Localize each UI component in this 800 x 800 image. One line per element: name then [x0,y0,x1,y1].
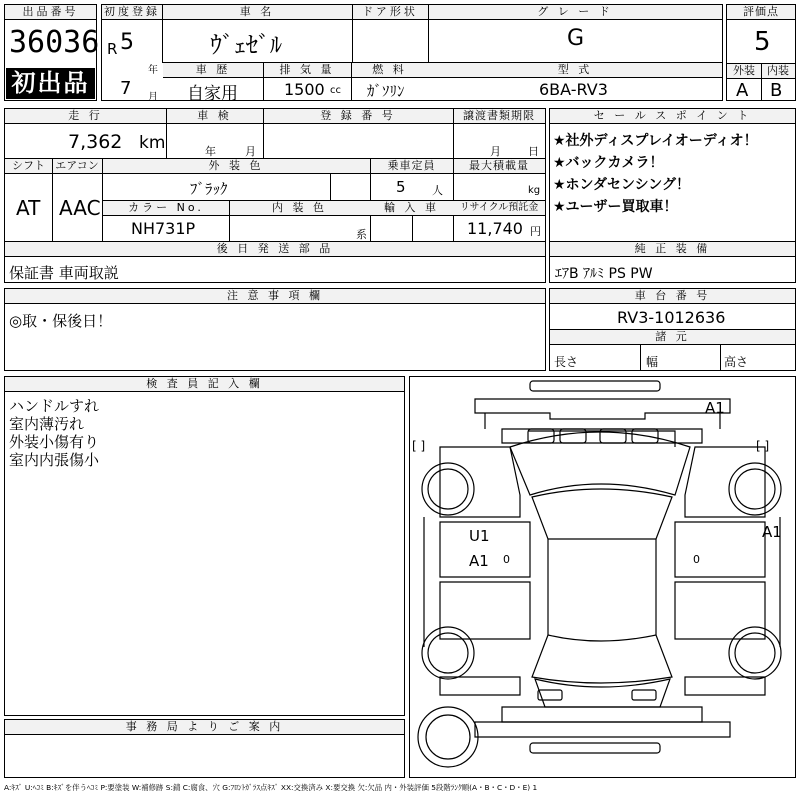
office-label: 事 務 局 よ り ご 案 内 [5,720,404,735]
score-label: 評価点 [727,5,795,20]
reg-month-unit: 月 [148,92,158,103]
reg-year-unit: 年 [148,65,158,76]
recycle-unit: 円 [530,225,541,238]
sales-point-1: ★社外ディスプレイオーディオ！ [553,133,758,149]
equipment: ｴｱB ｱﾙﾐ PS PW [555,266,653,282]
displacement-label: 排 気 量 [263,63,351,78]
lot-number-box [4,4,100,101]
bracket-right: [ ] [756,439,770,453]
dims-label: 諸 元 [550,330,795,345]
chassis-no: RV3-1012636 [617,308,726,327]
grade-label: グ レ ー ド [428,5,722,20]
sales-point-2: ★バックカメラ！ [553,155,664,171]
recycle-label: リサイクル預託金 [453,201,545,216]
lot-number-label: 出品番号 [5,5,96,20]
height-label: 高さ [724,355,749,369]
displacement-unit: cc [330,85,341,96]
notes-box [4,288,546,371]
era: R [107,40,118,58]
details-box [4,108,546,242]
load-label: 最大積載量 [453,159,545,174]
interior-label: 内装 [761,64,795,79]
mileage-label: 走 行 [5,109,166,124]
first-reg-label: 初度登録 [104,5,160,18]
ac-label: エアコン [52,159,102,174]
load-unit: kg [528,185,541,196]
recycle: 11,740 [467,219,523,238]
door-label: ドア形状 [352,5,428,20]
inspection-month-unit: 月 [245,145,256,158]
score-box [726,4,796,101]
int-color-unit: 系 [356,228,367,241]
inspection-year-unit: 年 [205,145,216,158]
transfer-label: 譲渡書類期限 [453,109,545,124]
sales-point-4: ★ユーザー買取車！ [553,199,678,215]
car-outline-svg [410,377,795,777]
inspector-note-4: 室内内張傷小 [9,451,100,469]
import-label: 輸 入 車 [370,201,453,216]
ext-color: ﾌﾞﾗｯｸ [190,180,228,198]
car-name-label: 車 名 [162,5,352,20]
inspector-note-2: 室内薄汚れ [9,415,85,433]
history-label: 車 歴 [163,63,263,78]
ext-color-label: 外 装 色 [102,159,370,174]
mileage: 7,362 [68,131,123,153]
zero-mark-right: 0 [693,553,700,566]
inspector-note-1: ハンドルすれ [9,397,100,415]
equipment-box [549,241,796,283]
reg-no-label: 登 録 番 号 [263,109,453,124]
seats-label: 乗車定員 [370,159,453,174]
chassis-box [549,288,796,371]
history: 自家用 [187,84,238,104]
sales-points-box [549,108,796,242]
seats-unit: 人 [432,184,443,197]
displacement: 1500 [284,80,325,99]
transfer-day-unit: 日 [528,145,539,158]
model-label: 型 式 [428,63,722,78]
model: 6BA-RV3 [539,80,608,99]
bracket-left: [ ] [412,439,426,453]
legend: A:ｷｽﾞ U:ﾍｺﾐ B:ｷｽﾞを伴うﾍｺﾐ P:要塗装 W:補修跡 S:錆 C:腐食、穴 G:ﾌﾛﾝﾄｶﾞﾗｽ点ｷｽﾞ XX:交換済み X:要交換 欠:欠品 内・外装評価 5段階ﾗﾝｸ順(A・B・C・D・E) 1 [4,783,538,792]
first-listing-badge: 初出品 [6,68,95,99]
fuel-label: 燃 料 [351,63,428,78]
notes: ◎取・保後日！ [9,312,113,330]
car-name: ｳﾞｪｾﾞﾙ [210,31,282,59]
color-no-label: カラー No. [103,201,229,216]
later-items-box [4,241,546,283]
score: 5 [754,27,771,57]
reg-month: 7 [120,78,132,99]
zero-mark-left: 0 [503,553,510,566]
exterior-label: 外装 [727,64,761,79]
reg-year: 5 [120,30,134,55]
transfer-month-unit: 月 [490,145,501,158]
ac: AAC [59,196,101,220]
mark-left-door-a: A1 [469,552,489,570]
grade: G [567,26,585,51]
chassis-label: 車 台 番 号 [550,289,795,304]
width-label: 幅 [646,355,659,369]
inspector-note-3: 外装小傷有り [9,433,100,451]
mileage-unit: km [139,133,166,153]
inspection-label: 車 検 [166,109,263,124]
int-color-label: 内 装 色 [229,201,370,216]
color-no: NH731P [131,219,196,238]
car-diagram [409,376,796,778]
lot-number: 36036 [9,25,100,60]
exterior-grade: A [736,80,749,101]
fuel: ｶﾞｿﾘﾝ [367,82,405,100]
shift: AT [16,196,41,220]
length-label: 長さ [554,355,579,369]
office-box [4,719,405,778]
interior-grade: B [770,80,783,101]
inspector-box [4,376,405,716]
equipment-label: 純 正 装 備 [550,242,795,257]
inspector-label: 検 査 員 記 入 欄 [5,377,404,392]
mark-right-fender: A1 [762,523,782,541]
notes-label: 注 意 事 項 欄 [5,289,545,304]
mark-left-door-u: U1 [469,527,490,545]
sales-label: セ ー ル ス ポ イ ン ト [550,109,795,124]
later-label: 後 日 発 送 部 品 [5,242,545,257]
mark-front-bumper: A1 [705,399,725,417]
sales-point-3: ★ホンダセンシング！ [553,177,691,193]
later-items: 保証書 車両取説 [9,264,119,282]
shift-label: シフト [5,159,52,174]
seats: 5 [396,178,406,196]
